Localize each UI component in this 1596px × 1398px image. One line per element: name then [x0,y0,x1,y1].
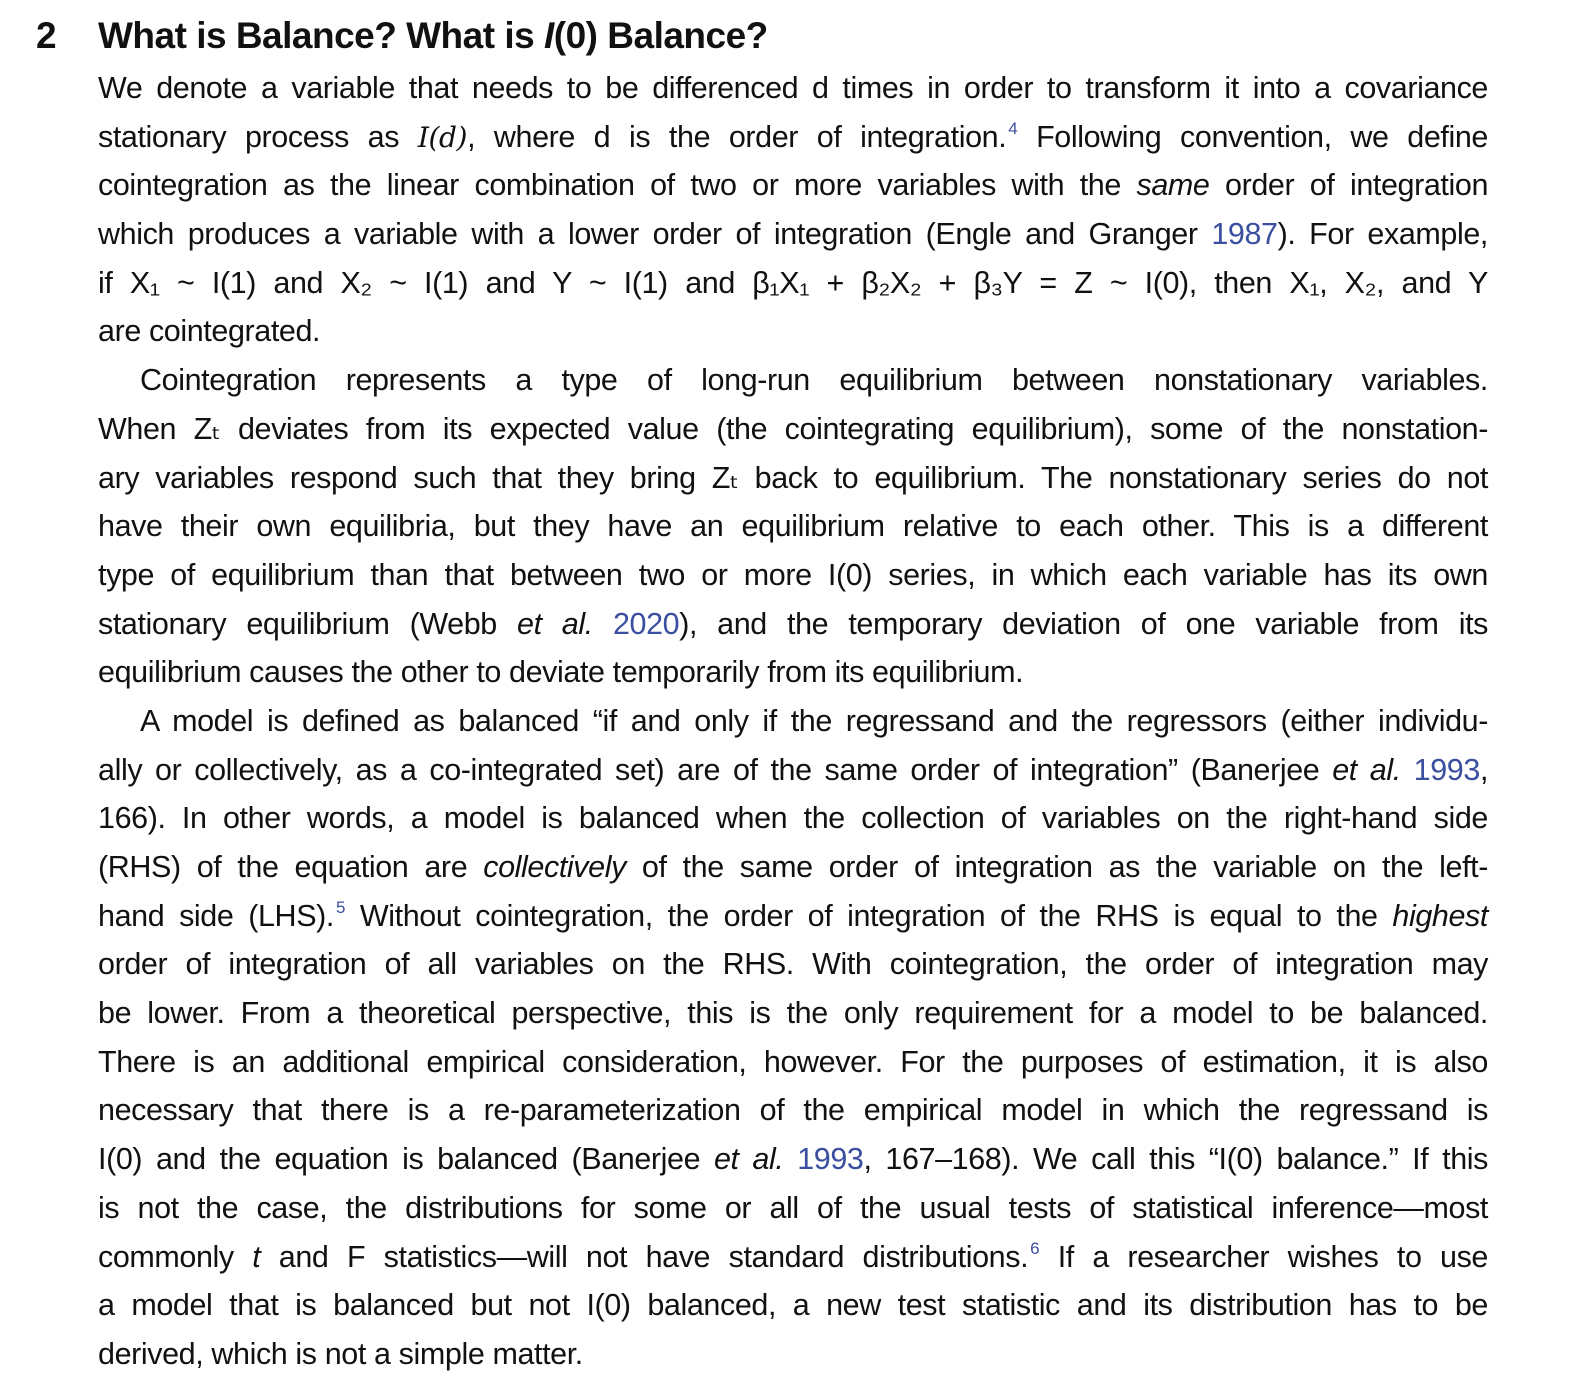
text-span: hand side (LHS). [98,898,334,933]
text-line [98,210,1488,259]
text-line: have their own equilibria, but they have an equilibrium relative to each other. This is a different [98,509,1488,544]
emphasis: highest [1392,898,1488,933]
text-span: ), and the temporary deviation of one variable from its [679,606,1488,641]
text-line [98,113,1488,162]
text-line [98,892,1488,941]
citation-link-banerjee-1993[interactable]: 1993 [1413,752,1480,787]
footnote-link-5[interactable]: 5 [335,897,346,917]
footnote-link-6[interactable]: 6 [1030,1238,1040,1258]
text-span: ally or collectively, as a co-integrated set) are of the same order of integration” (Banerjee [98,752,1333,787]
section-title-math: I [543,15,554,56]
section-title-part1: What is Balance? What is [98,15,544,56]
text-line: A model is defined as balanced “if and only if the regressand and the regressors (either individu- [140,703,1488,738]
emphasis: et al. [517,606,593,641]
emphasis: collectively [483,850,626,884]
text-line: are cointegrated. [98,314,321,349]
text-span: ). For example, [1277,217,1488,252]
text-line [98,161,1488,210]
section-body [98,64,1488,1379]
text-span: , where d is the order of integration. [467,119,1007,154]
citation-link-webb-2020[interactable]: 2020 [612,606,680,641]
text-line: Cointegration represents a type of long-run equilibrium between nonstationary variables. [140,363,1488,398]
text-span: Following convention, we define [1017,119,1488,154]
emphasis: same [1136,168,1210,203]
text-span: stationary equilibrium (Webb [98,606,518,641]
text-span: (RHS) of the equation are [98,850,484,884]
text-span: commonly [98,1239,253,1274]
text-span: order of integration [1209,168,1489,203]
text-span: I(0) and the equation is balanced (Banerjee [98,1142,714,1177]
text-line [98,843,1488,892]
text-span: stationary process as [98,119,418,154]
text-line: is not the case, the distributions for some or all of the usual tests of statistical inference—most [98,1190,1488,1225]
text-line: be lower. From a theoretical perspective, this is the only requirement for a model to be balanced. [98,996,1488,1031]
text-span: If a researcher wishes to use [1039,1239,1488,1274]
text-line [98,1135,1488,1184]
paragraph-2 [98,356,1488,697]
text-line [98,1233,1488,1282]
text-line: equilibrium causes the other to deviate temporarily from its equilibrium. [98,655,1024,690]
text-span: , [1479,752,1489,787]
text-line: 166). In other words, a model is balanced when the collection of variables on the right-hand side [98,801,1488,836]
section-title-part2: (0) Balance? [553,15,768,56]
text-span: and F statistics—will not have standard distributions. [260,1239,1029,1274]
text-line: type of equilibrium than that between two or more I(0) series, in which each variable has its own [98,557,1488,592]
emphasis: t [252,1239,261,1274]
citation-link-banerjee-1993[interactable]: 1993 [797,1142,864,1177]
text-line: derived, which is not a simple matter. [98,1336,583,1371]
text-span: which produces a variable with a lower order of integration (Engle and Granger [98,217,1212,252]
section-heading [36,10,768,62]
section-number: 2 [36,15,57,56]
text-line: a model that is balanced but not I(0) balanced, a new test statistic and its distribution has to be [98,1288,1488,1323]
text-span: of the same order of integration as the variable on the left- [625,850,1488,884]
emphasis: et al. [713,1142,784,1177]
math-expression: I(d) [417,120,468,154]
paragraph-1 [98,64,1488,356]
text-line: ary variables respond such that they bring Zₜ back to equilibrium. The nonstationary series do not [98,460,1488,495]
text-line: There is an additional empirical consideration, however. For the purposes of estimation, it is also [98,1044,1488,1079]
text-span: , 167–168). We call this “I(0) balance.” If this [863,1142,1488,1177]
emphasis: et al. [1332,752,1401,787]
text-line: We denote a variable that needs to be differenced d times in order to transform it into a covariance [98,71,1488,105]
text-span: cointegration as the linear combination of two or more variables with the [98,168,1137,203]
text-line [98,746,1488,795]
text-line: order of integration of all variables on the RHS. With cointegration, the order of integration may [98,947,1488,982]
text-span: Without cointegration, the order of integration of the RHS is equal to the [345,898,1393,933]
equation-line: if X₁ ~ I(1) and X₂ ~ I(1) and Y ~ I(1) and β₁X₁ + β₂X₂ + β₃Y = Z ~ I(0), then X₁, X₂, and Y [98,265,1488,300]
paragraph-3 [98,697,1488,1379]
text-line: When Zₜ deviates from its expected value (the cointegrating equilibrium), some of the nonstation- [98,411,1488,446]
text-line [98,600,1488,649]
footnote-link-4[interactable]: 4 [1008,118,1018,138]
text-line: necessary that there is a re-parameterization of the empirical model in which the regressand is [98,1093,1488,1128]
citation-link-engle-granger-1987[interactable]: 1987 [1211,217,1278,252]
